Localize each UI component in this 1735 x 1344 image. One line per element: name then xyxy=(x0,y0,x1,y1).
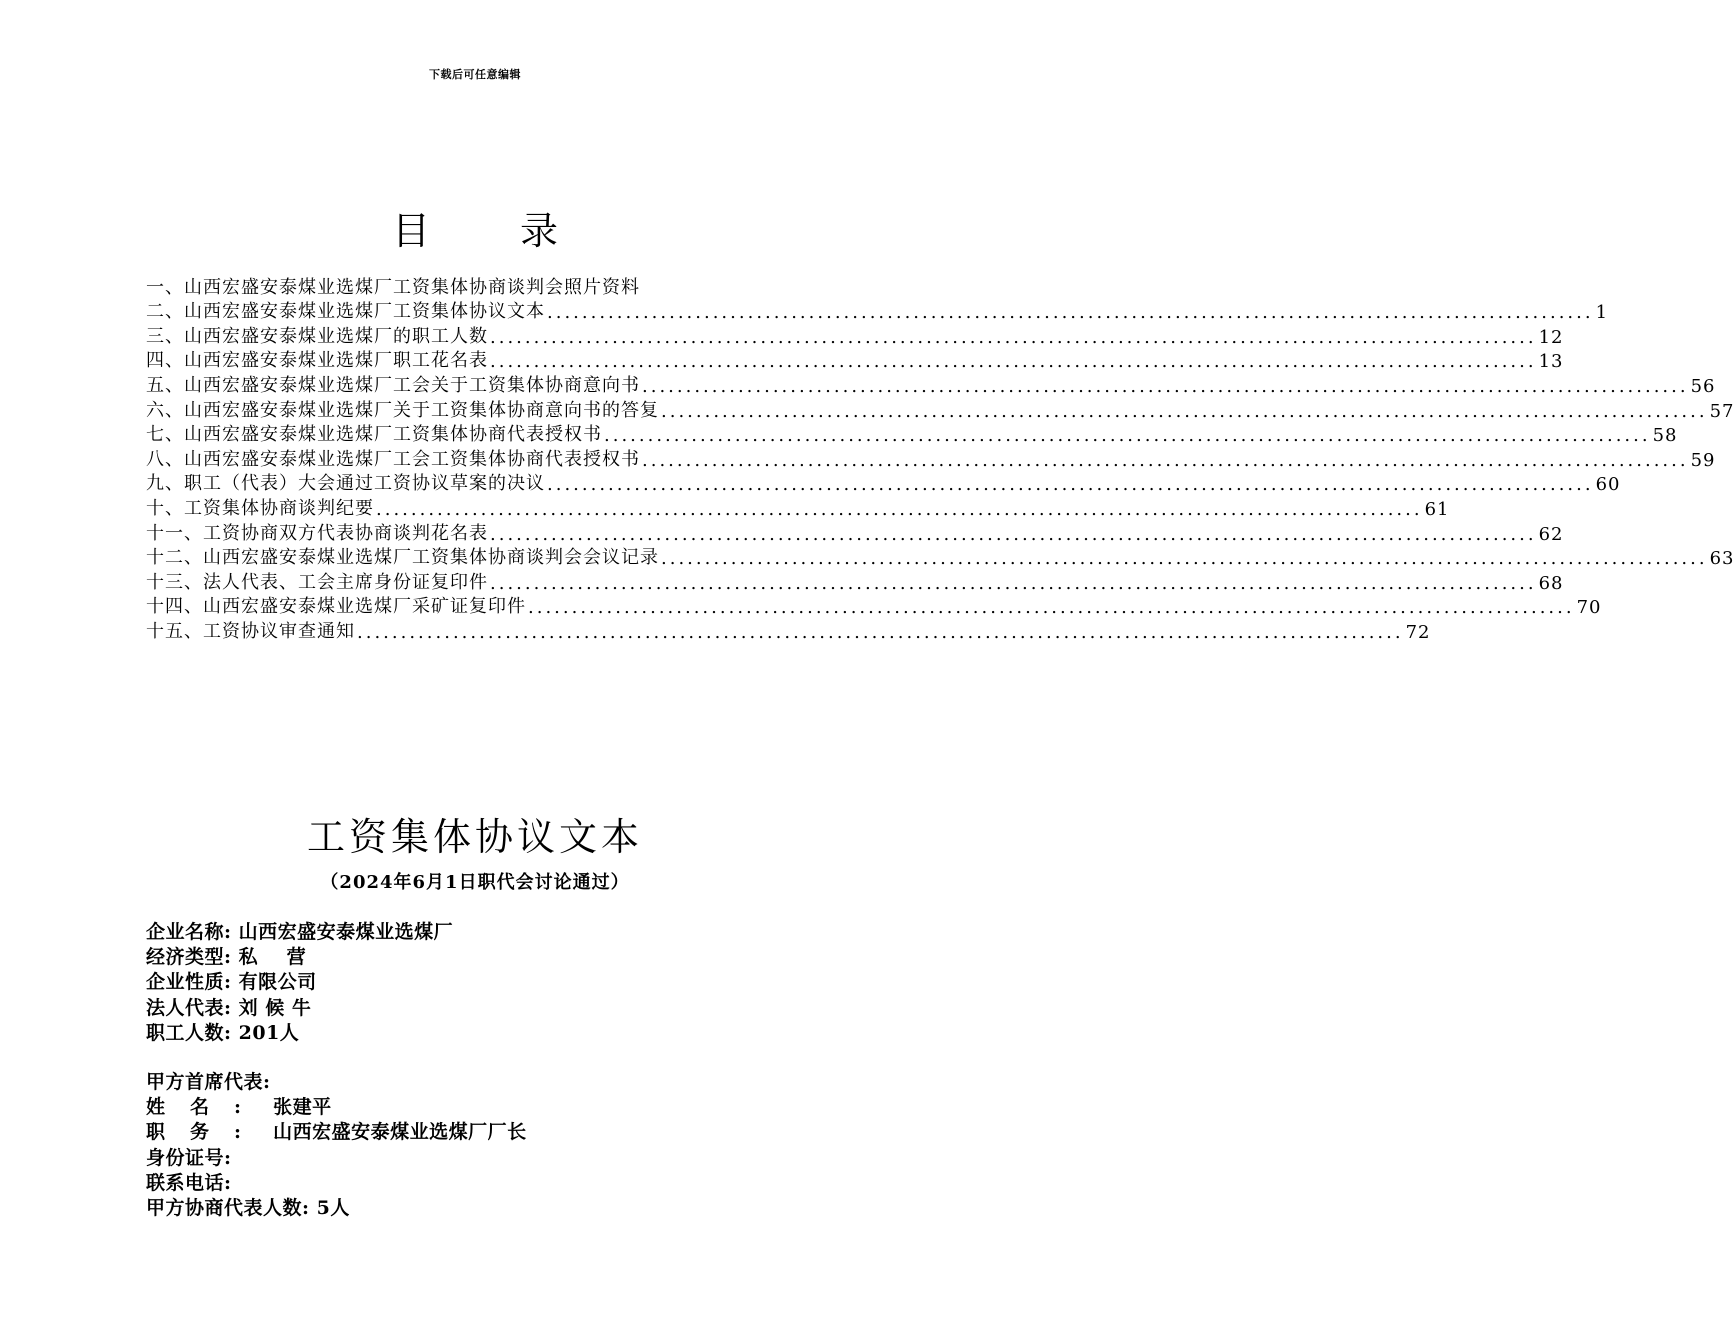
toc-item-label: 十一、工资协商双方代表协商谈判花名表 xyxy=(146,522,488,544)
toc-item[interactable] xyxy=(146,471,1621,496)
toc-item-page: 1 xyxy=(1595,302,1609,324)
toc-leader-dots: ........................................................................................................................ xyxy=(642,449,1689,471)
party-a-phone-row xyxy=(146,1171,846,1196)
toc-leader-dots: ........................................................................................................................ xyxy=(490,572,1537,594)
toc-item-label: 一、山西宏盛安泰煤业选煤厂工资集体协商谈判会照片资料 xyxy=(146,276,640,298)
toc-item-page: 58 xyxy=(1652,425,1678,447)
economy-type-row xyxy=(146,945,846,970)
toc-item-page: 12 xyxy=(1538,326,1564,348)
info-key: 身份证号: xyxy=(146,1146,232,1169)
toc-item-page: 60 xyxy=(1595,474,1621,496)
toc-item-label: 十三、法人代表、工会主席身份证复印件 xyxy=(146,571,488,593)
toc-leader-dots: ........................................................................................................................ xyxy=(547,302,1594,324)
document-title: 工资集体协议文本 xyxy=(306,815,643,859)
info-key: 职工人数: xyxy=(146,1021,232,1044)
toc-item-page: 70 xyxy=(1576,597,1602,619)
toc-item-label: 三、山西宏盛安泰煤业选煤厂的职工人数 xyxy=(146,325,488,347)
info-key: 经济类型: xyxy=(146,946,232,969)
info-value: 有限公司 xyxy=(238,971,317,994)
info-value: 山西宏盛安泰煤业选煤厂厂长 xyxy=(273,1121,527,1144)
employee-count-row xyxy=(146,1021,846,1046)
toc-item[interactable] xyxy=(146,446,1716,471)
toc-item-page: 68 xyxy=(1538,572,1564,594)
toc-item-label: 二、山西宏盛安泰煤业选煤厂工资集体协议文本 xyxy=(146,301,545,323)
toc-item[interactable] xyxy=(146,397,1735,422)
party-a-position-row xyxy=(146,1120,846,1145)
info-value: 私 营 xyxy=(238,946,307,969)
info-key: 职务: xyxy=(146,1121,267,1144)
info-key: 企业名称: xyxy=(146,921,232,943)
toc-leader-dots: ........................................................................................................................ xyxy=(357,621,1404,643)
toc-item-label: 七、山西宏盛安泰煤业选煤厂工资集体协商代表授权书 xyxy=(146,424,602,446)
toc-item-label: 九、职工（代表）大会通过工资协议草案的决议 xyxy=(146,473,545,495)
info-key: 企业性质: xyxy=(146,971,232,994)
toc-leader-dots: ........................................................................................................................ xyxy=(376,498,1423,520)
party-a-heading-text: 甲方首席代表: xyxy=(146,1071,271,1093)
toc-item[interactable] xyxy=(146,569,1564,594)
info-value: 刘 候 牛 xyxy=(238,996,312,1019)
info-value: 5人 xyxy=(316,1196,350,1219)
watermark-text: 下载后可任意编辑 xyxy=(429,68,521,81)
document-subtitle: （2024年6月1日职代会讨论通过） xyxy=(320,872,630,893)
party-a-info xyxy=(146,1070,846,1221)
company-name-row xyxy=(146,920,846,945)
info-key: 联系电话: xyxy=(146,1171,232,1194)
toc-leader-dots: ........................................................................................................................ xyxy=(661,400,1708,422)
toc-item-page: 59 xyxy=(1690,449,1716,471)
info-value: 201人 xyxy=(238,1021,300,1044)
party-a-name-row xyxy=(146,1095,846,1120)
toc-item-label: 十二、山西宏盛安泰煤业选煤厂工资集体协商谈判会会议记录 xyxy=(146,547,659,569)
toc-item-page: 63 xyxy=(1709,548,1735,570)
toc-item-label: 五、山西宏盛安泰煤业选煤厂工会关于工资集体协商意向书 xyxy=(146,374,640,396)
toc-item-label: 十、工资集体协商谈判纪要 xyxy=(146,497,374,519)
party-a-heading xyxy=(146,1070,846,1095)
toc-item[interactable] xyxy=(146,618,1431,643)
company-nature-row xyxy=(146,970,846,995)
toc-leader-dots: ........................................................................................................................ xyxy=(642,375,1689,397)
info-key: 法人代表: xyxy=(146,996,232,1019)
company-info xyxy=(146,920,846,1046)
toc-item[interactable] xyxy=(146,372,1716,397)
toc-item-label: 八、山西宏盛安泰煤业选煤厂工会工资集体协商代表授权书 xyxy=(146,448,640,470)
toc-item-page: 57 xyxy=(1709,400,1735,422)
toc-item-label: 六、山西宏盛安泰煤业选煤厂关于工资集体协商意向书的答复 xyxy=(146,399,659,421)
info-key: 姓名: xyxy=(146,1096,267,1119)
toc-item[interactable] xyxy=(146,348,1564,373)
toc-item[interactable] xyxy=(146,520,1564,545)
party-a-id-row xyxy=(146,1146,846,1171)
toc-item[interactable] xyxy=(146,545,1735,570)
toc-leader-dots: ........................................................................................................................ xyxy=(490,523,1537,545)
toc-item-label: 四、山西宏盛安泰煤业选煤厂职工花名表 xyxy=(146,350,488,372)
toc-item-label: 十四、山西宏盛安泰煤业选煤厂采矿证复印件 xyxy=(146,596,526,618)
toc-item-label: 十五、工资协议审查通知 xyxy=(146,620,355,642)
toc-leader-dots: ........................................................................................................................ xyxy=(490,326,1537,348)
toc-item-page: 13 xyxy=(1538,351,1564,373)
info-value: 张建平 xyxy=(273,1096,332,1119)
toc-item[interactable] xyxy=(146,274,808,299)
toc-leader-dots: ........................................................................................................................ xyxy=(604,425,1651,447)
toc-item-page: 72 xyxy=(1405,621,1431,643)
info-value: 山西宏盛安泰煤业选煤厂 xyxy=(238,921,454,943)
toc-item[interactable] xyxy=(146,495,1450,520)
legal-rep-row xyxy=(146,996,846,1021)
party-a-rep-count-row xyxy=(146,1196,846,1221)
toc-item[interactable] xyxy=(146,323,1564,348)
toc-item-page: 61 xyxy=(1424,498,1450,520)
table-of-contents xyxy=(146,274,1735,643)
toc-leader-dots: ........................................................................................................................ xyxy=(661,548,1708,570)
toc-title: 目录 xyxy=(391,209,648,253)
toc-leader-dots: ........................................................................................................................ xyxy=(490,351,1537,373)
toc-item[interactable] xyxy=(146,594,1602,619)
toc-leader-dots: ........................................................................................................................ xyxy=(528,597,1575,619)
toc-item-page: 62 xyxy=(1538,523,1564,545)
info-key: 甲方协商代表人数: xyxy=(146,1196,310,1219)
toc-leader-dots: ........................................................................................................................ xyxy=(547,474,1594,496)
toc-item-page: 56 xyxy=(1690,375,1716,397)
toc-item[interactable] xyxy=(146,299,1609,324)
toc-item[interactable] xyxy=(146,422,1678,447)
